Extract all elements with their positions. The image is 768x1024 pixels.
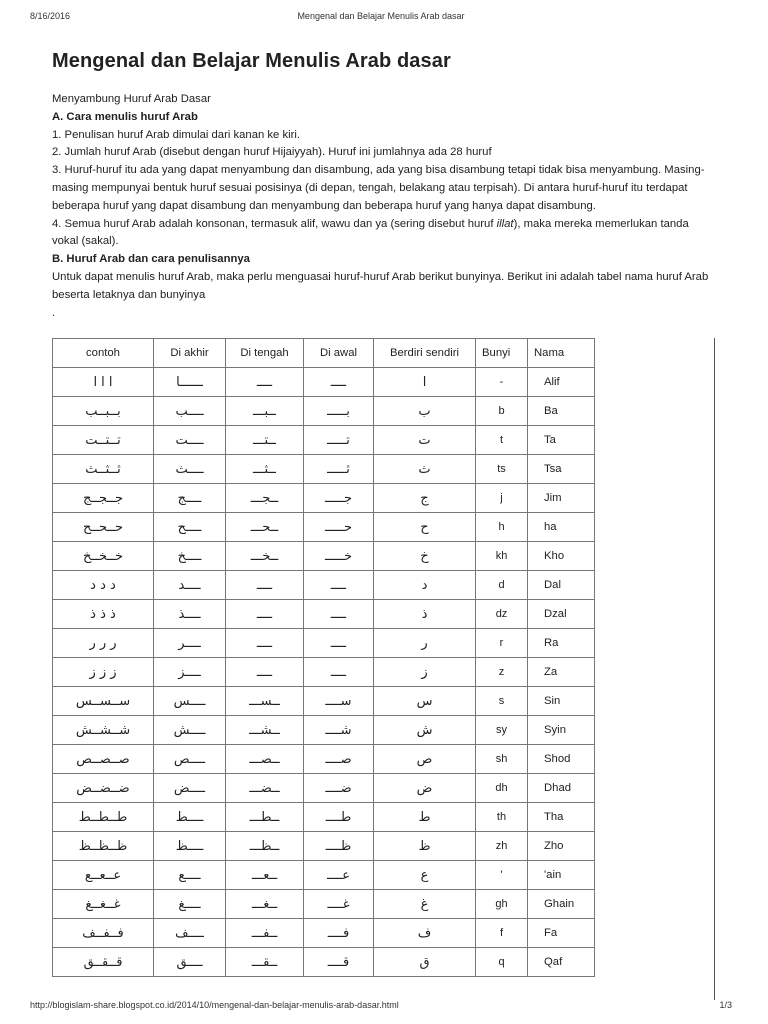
cell-di-akhir: ــــب — [154, 397, 226, 426]
table-row — [53, 687, 595, 716]
cell-nama: Jim — [528, 484, 595, 513]
cell-nama: Za — [528, 658, 595, 687]
cell-contoh: حــحــح — [53, 513, 154, 542]
cell-contoh: فــفــف — [53, 919, 154, 948]
cell-contoh: قــقــق — [53, 948, 154, 977]
cell-di-akhir: ــــس — [154, 687, 226, 716]
table-row — [53, 890, 595, 919]
point-4-text-a: 4. Semua huruf Arab adalah konsonan, termasuk alif, wawu dan ya (sering disebut huruf — [52, 217, 497, 230]
col-berdiri-sendiri: Berdiri sendiri — [374, 339, 476, 368]
print-url: http://blogislam-share.blogspot.co.id/2014/10/mengenal-dan-belajar-menulis-arab-dasar.html — [30, 1000, 399, 1010]
cell-berdiri-sendiri: ر — [374, 629, 476, 658]
cell-berdiri-sendiri: ح — [374, 513, 476, 542]
cell-di-awal: حـــــ — [304, 513, 374, 542]
col-di-tengah: Di tengah — [226, 339, 304, 368]
cell-di-tengah: ــطـــ — [226, 803, 304, 832]
col-nama: Nama — [528, 339, 595, 368]
cell-nama: Ghain — [528, 890, 595, 919]
table-row — [53, 919, 595, 948]
cell-berdiri-sendiri: ط — [374, 803, 476, 832]
cell-di-tengah: ــصـــ — [226, 745, 304, 774]
page-number: 1/3 — [719, 1000, 732, 1010]
print-header — [30, 11, 732, 25]
cell-contoh: ثــثــث — [53, 455, 154, 484]
article-body — [52, 91, 712, 323]
letters-table-body — [53, 368, 595, 977]
cell-di-tengah: ــفـــ — [226, 919, 304, 948]
point-1: 1. Penulisan huruf Arab dimulai dari kanan ke kiri. — [52, 128, 301, 141]
cell-di-awal: جـــــ — [304, 484, 374, 513]
cell-nama: 'ain — [528, 861, 595, 890]
cell-bunyi: - — [476, 368, 528, 397]
cell-contoh: ذ ذ ذ — [53, 600, 154, 629]
cell-di-awal: ــــ — [304, 571, 374, 600]
table-row — [53, 368, 595, 397]
cell-bunyi: q — [476, 948, 528, 977]
cell-di-tengah: ــــ — [226, 658, 304, 687]
cell-bunyi: r — [476, 629, 528, 658]
cell-di-tengah: ــعـــ — [226, 861, 304, 890]
cell-di-akhir: ــــش — [154, 716, 226, 745]
cell-contoh: ا ا ا — [53, 368, 154, 397]
cell-bunyi: b — [476, 397, 528, 426]
cell-di-akhir: ــــق — [154, 948, 226, 977]
cell-berdiri-sendiri: ق — [374, 948, 476, 977]
cell-di-tengah: ــظـــ — [226, 832, 304, 861]
print-date: 8/16/2016 — [30, 11, 71, 21]
cell-di-tengah: ــبـــ — [226, 397, 304, 426]
cell-nama: Dal — [528, 571, 595, 600]
cell-contoh: ر ر ر — [53, 629, 154, 658]
cell-di-tengah: ــســـ — [226, 687, 304, 716]
cell-bunyi: kh — [476, 542, 528, 571]
table-row — [53, 716, 595, 745]
cell-bunyi: dz — [476, 600, 528, 629]
cell-di-akhir: ــــذ — [154, 600, 226, 629]
cell-bunyi: d — [476, 571, 528, 600]
cell-berdiri-sendiri: ج — [374, 484, 476, 513]
article-subtitle: Menyambung Huruf Arab Dasar — [52, 93, 211, 105]
cell-berdiri-sendiri: ا — [374, 368, 476, 397]
cell-di-akhir: ــــض — [154, 774, 226, 803]
cell-nama: Ba — [528, 397, 595, 426]
cell-di-awal: قــــ — [304, 948, 374, 977]
cell-di-akhir: ــــر — [154, 629, 226, 658]
cell-di-akhir: ــــت — [154, 426, 226, 455]
cell-berdiri-sendiri: خ — [374, 542, 476, 571]
cell-di-tengah: ــــ — [226, 571, 304, 600]
cell-di-akhir: ــــد — [154, 571, 226, 600]
point-2: 2. Jumlah huruf Arab (disebut dengan huruf Hijaiyyah). Huruf ini jumlahnya ada 28 huruf — [52, 146, 492, 159]
cell-bunyi: ' — [476, 861, 528, 890]
cell-berdiri-sendiri: د — [374, 571, 476, 600]
cell-di-akhir: ــــج — [154, 484, 226, 513]
table-row — [53, 745, 595, 774]
cell-bunyi: th — [476, 803, 528, 832]
cell-di-awal: طــــ — [304, 803, 374, 832]
cell-di-akhir: ــــخ — [154, 542, 226, 571]
cell-nama: Ta — [528, 426, 595, 455]
cell-di-akhir: ــــع — [154, 861, 226, 890]
cell-di-akhir: ــــغ — [154, 890, 226, 919]
cell-bunyi: j — [476, 484, 528, 513]
cell-berdiri-sendiri: ز — [374, 658, 476, 687]
cell-di-akhir: ــــف — [154, 919, 226, 948]
cell-berdiri-sendiri: ظ — [374, 832, 476, 861]
cell-contoh: ســســس — [53, 687, 154, 716]
cell-bunyi: gh — [476, 890, 528, 919]
table-row — [53, 774, 595, 803]
cell-contoh: عــعــع — [53, 861, 154, 890]
article-content — [52, 46, 712, 323]
cell-di-akhir: ــــز — [154, 658, 226, 687]
cell-di-tengah: ــجـــ — [226, 484, 304, 513]
col-di-awal: Di awal — [304, 339, 374, 368]
cell-di-awal: غــــ — [304, 890, 374, 919]
cell-nama: Fa — [528, 919, 595, 948]
cell-nama: ha — [528, 513, 595, 542]
section-a-heading: A. Cara menulis huruf Arab — [52, 110, 198, 123]
cell-di-awal: بـــــ — [304, 397, 374, 426]
cell-contoh: جــجــج — [53, 484, 154, 513]
table-row — [53, 600, 595, 629]
cell-di-awal: خـــــ — [304, 542, 374, 571]
cell-berdiri-sendiri: ب — [374, 397, 476, 426]
table-header-row — [53, 339, 595, 368]
cell-di-awal: ــــ — [304, 600, 374, 629]
cell-di-tengah: ــثـــ — [226, 455, 304, 484]
cell-berdiri-sendiri: س — [374, 687, 476, 716]
cell-bunyi: sy — [476, 716, 528, 745]
cell-di-tengah: ــضـــ — [226, 774, 304, 803]
table-row — [53, 484, 595, 513]
cell-berdiri-sendiri: ش — [374, 716, 476, 745]
cell-di-tengah: ــــ — [226, 368, 304, 397]
cell-bunyi: ts — [476, 455, 528, 484]
cell-nama: Dhad — [528, 774, 595, 803]
cell-bunyi: dh — [476, 774, 528, 803]
cell-nama: Tha — [528, 803, 595, 832]
cell-berdiri-sendiri: ف — [374, 919, 476, 948]
cell-nama: Alif — [528, 368, 595, 397]
cell-di-awal: شــــ — [304, 716, 374, 745]
cell-di-tengah: ــــ — [226, 629, 304, 658]
point-4 — [52, 216, 712, 252]
cell-di-awal: فــــ — [304, 919, 374, 948]
letters-table — [52, 338, 595, 977]
section-b-heading: B. Huruf Arab dan cara penulisannya — [52, 253, 250, 266]
cell-berdiri-sendiri: ض — [374, 774, 476, 803]
cell-di-tengah: ــخـــ — [226, 542, 304, 571]
cell-contoh: بــبــب — [53, 397, 154, 426]
cell-di-awal: تـــــ — [304, 426, 374, 455]
cell-contoh: خــخــخ — [53, 542, 154, 571]
cell-nama: Syin — [528, 716, 595, 745]
cell-nama: Qaf — [528, 948, 595, 977]
cell-di-akhir: ــــح — [154, 513, 226, 542]
cell-bunyi: z — [476, 658, 528, 687]
cell-berdiri-sendiri: غ — [374, 890, 476, 919]
cell-di-akhir: ــــط — [154, 803, 226, 832]
table-row — [53, 948, 595, 977]
print-footer — [30, 1000, 732, 1014]
cell-di-tengah: ــقـــ — [226, 948, 304, 977]
cell-di-tengah: ــغـــ — [226, 890, 304, 919]
table-row — [53, 397, 595, 426]
cell-nama: Zho — [528, 832, 595, 861]
cell-nama: Tsa — [528, 455, 595, 484]
table-row — [53, 426, 595, 455]
cell-contoh: ظــظــظ — [53, 832, 154, 861]
cell-di-awal: صــــ — [304, 745, 374, 774]
cell-bunyi: h — [476, 513, 528, 542]
cell-di-akhir: ــــــا — [154, 368, 226, 397]
table-row — [53, 571, 595, 600]
cell-bunyi: sh — [476, 745, 528, 774]
cell-nama: Sin — [528, 687, 595, 716]
table-row — [53, 629, 595, 658]
table-row — [53, 542, 595, 571]
point-3: 3. Huruf-huruf itu ada yang dapat menyambung dan disambung, ada yang bisa disambung tetapi tidak bisa menyambung. Masing-masing mempunyai bentuk huruf sesuai posisinya (di depan, tengah, belakang atau terpisah). Di antara huruf-huruf itu terdapat beberapa huruf yang dapat disambung dan menyambung dan beberapa huruf yang hanya dapat disambung. — [52, 164, 705, 212]
table-row — [53, 455, 595, 484]
stray-dot: . — [52, 306, 56, 319]
cell-nama: Shod — [528, 745, 595, 774]
letters-table-wrap — [52, 338, 715, 1000]
cell-bunyi: t — [476, 426, 528, 455]
col-contoh: contoh — [53, 339, 154, 368]
point-4-em: illat — [496, 217, 514, 230]
cell-contoh: تــتــت — [53, 426, 154, 455]
cell-di-awal: ــــ — [304, 368, 374, 397]
cell-contoh: ز ز ز — [53, 658, 154, 687]
cell-nama: Kho — [528, 542, 595, 571]
cell-di-awal: عــــ — [304, 861, 374, 890]
cell-berdiri-sendiri: ذ — [374, 600, 476, 629]
cell-nama: Dzal — [528, 600, 595, 629]
col-bunyi: Bunyi — [476, 339, 528, 368]
table-row — [53, 832, 595, 861]
table-row — [53, 861, 595, 890]
article-title: Mengenal dan Belajar Menulis Arab dasar — [52, 50, 451, 72]
cell-berdiri-sendiri: ع — [374, 861, 476, 890]
cell-di-akhir: ــــظ — [154, 832, 226, 861]
cell-contoh: طــطــط — [53, 803, 154, 832]
table-row — [53, 803, 595, 832]
cell-contoh: ضــضــض — [53, 774, 154, 803]
cell-berdiri-sendiri: ص — [374, 745, 476, 774]
cell-bunyi: zh — [476, 832, 528, 861]
cell-di-awal: ــــ — [304, 658, 374, 687]
cell-di-akhir: ــــث — [154, 455, 226, 484]
cell-di-awal: ظــــ — [304, 832, 374, 861]
print-title: Mengenal dan Belajar Menulis Arab dasar — [297, 11, 465, 21]
cell-contoh: غــغــغ — [53, 890, 154, 919]
table-row — [53, 513, 595, 542]
cell-contoh: د د د — [53, 571, 154, 600]
col-di-akhir: Di akhir — [154, 339, 226, 368]
cell-contoh: شــشــش — [53, 716, 154, 745]
cell-di-awal: ثـــــ — [304, 455, 374, 484]
cell-di-tengah: ــتـــ — [226, 426, 304, 455]
cell-bunyi: s — [476, 687, 528, 716]
cell-berdiri-sendiri: ث — [374, 455, 476, 484]
cell-di-akhir: ــــص — [154, 745, 226, 774]
cell-contoh: صــصــص — [53, 745, 154, 774]
cell-di-awal: ــــ — [304, 629, 374, 658]
cell-di-tengah: ــحـــ — [226, 513, 304, 542]
cell-di-awal: ســــ — [304, 687, 374, 716]
table-row — [53, 658, 595, 687]
cell-berdiri-sendiri: ت — [374, 426, 476, 455]
cell-di-awal: ضــــ — [304, 774, 374, 803]
cell-di-tengah: ــشـــ — [226, 716, 304, 745]
cell-nama: Ra — [528, 629, 595, 658]
point-4-text-b: ), maka mereka memerlukan tanda vokal (sakal). — [52, 217, 689, 248]
cell-di-tengah: ــــ — [226, 600, 304, 629]
cell-bunyi: f — [476, 919, 528, 948]
table-intro: Untuk dapat menulis huruf Arab, maka perlu menguasai huruf-huruf Arab berikut bunyinya. Berikut ini adalah tabel nama huruf Arab beserta letaknya dan bunyinya — [52, 270, 709, 301]
